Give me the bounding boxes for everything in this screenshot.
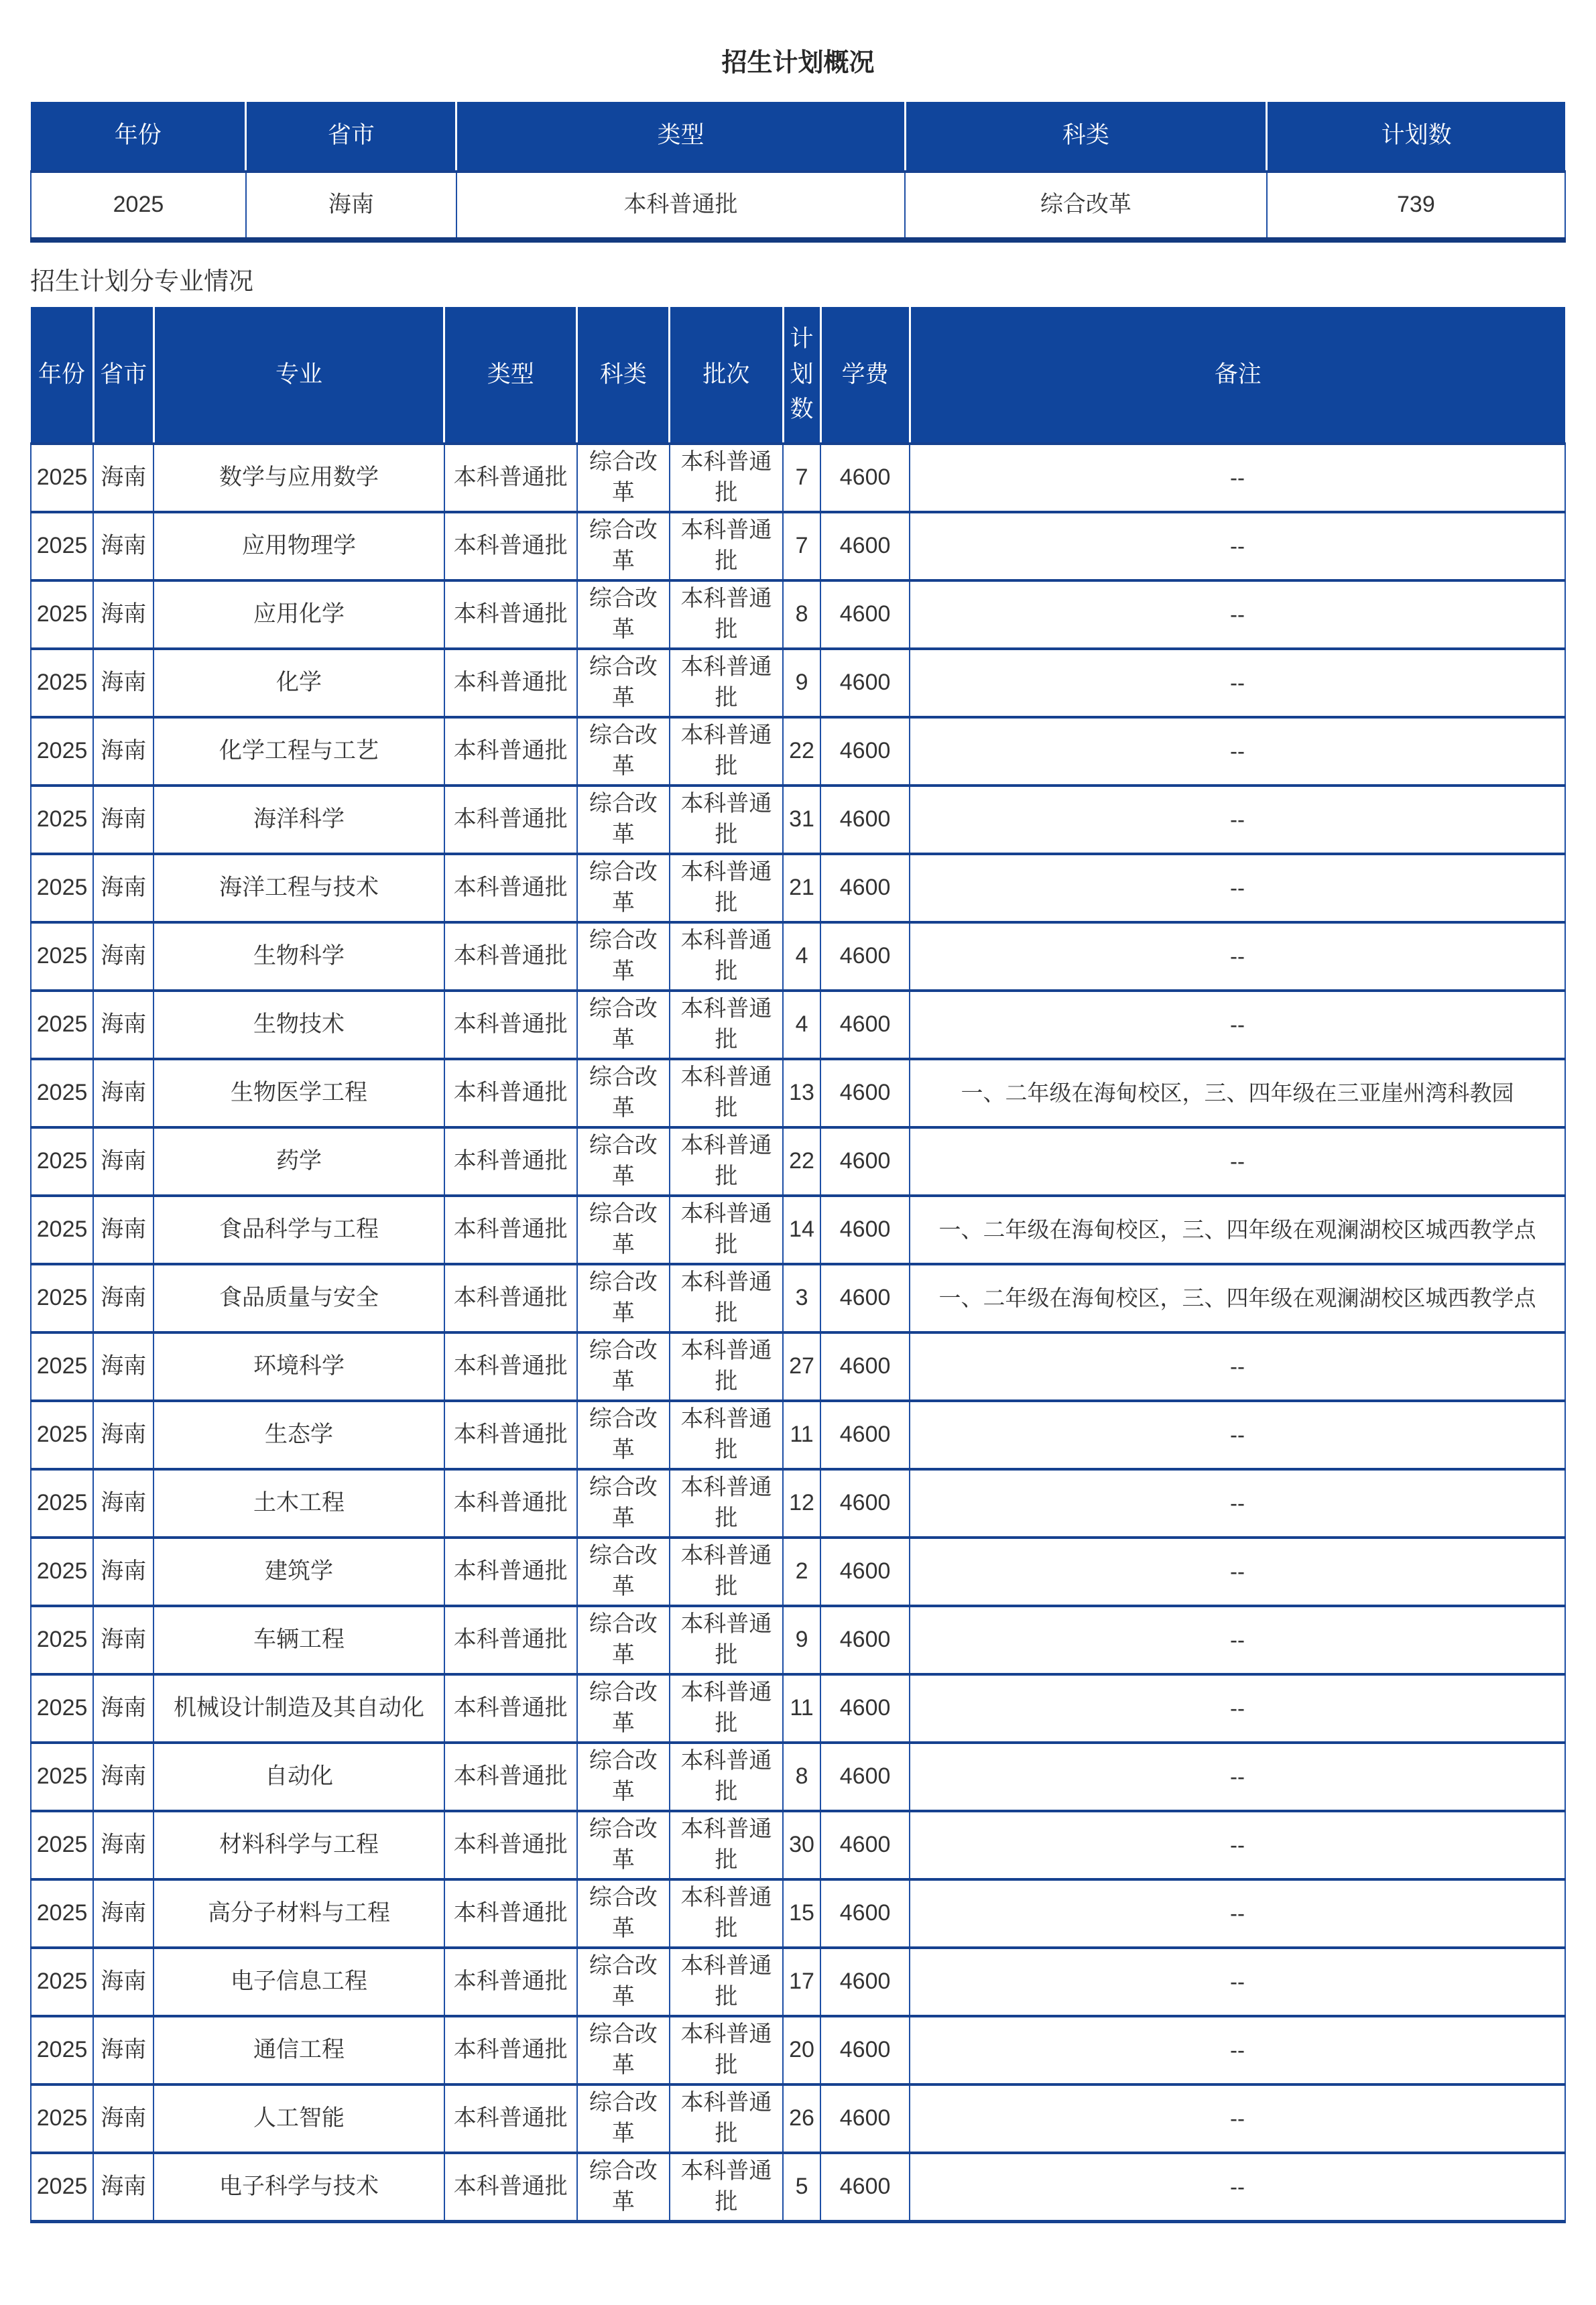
table-cell: 本科普通批 bbox=[670, 2084, 783, 2153]
table-cell: 综合改革 bbox=[577, 1538, 670, 1606]
table-cell: -- bbox=[910, 580, 1565, 649]
table-cell: 3 bbox=[783, 1264, 820, 1332]
table-cell: 2025 bbox=[31, 1127, 93, 1196]
table-row bbox=[31, 1879, 1565, 1948]
table-cell: 2025 bbox=[31, 717, 93, 786]
majors-table bbox=[30, 307, 1566, 2223]
table-cell: 11 bbox=[783, 1674, 820, 1743]
table-row bbox=[31, 1743, 1565, 1811]
table-row bbox=[31, 991, 1565, 1059]
table-cell: 海南 bbox=[93, 1743, 154, 1811]
table-cell: 2025 bbox=[31, 786, 93, 854]
table-cell: 2025 bbox=[31, 1948, 93, 2016]
table-cell: 海南 bbox=[93, 649, 154, 717]
table-cell: 车辆工程 bbox=[154, 1606, 444, 1674]
table-cell: 2025 bbox=[31, 1332, 93, 1401]
column-header: 年份 bbox=[31, 102, 246, 172]
table-row bbox=[31, 2016, 1565, 2084]
table-cell: 22 bbox=[783, 1127, 820, 1196]
table-cell: 本科普通批 bbox=[670, 649, 783, 717]
column-header: 计划数 bbox=[1267, 102, 1565, 172]
table-cell: 综合改革 bbox=[577, 2084, 670, 2153]
table-cell: 4600 bbox=[820, 1606, 910, 1674]
table-cell: 739 bbox=[1267, 172, 1565, 240]
table-cell: 4600 bbox=[820, 717, 910, 786]
column-header: 学费 bbox=[820, 307, 910, 444]
table-cell: 22 bbox=[783, 717, 820, 786]
table-cell: 11 bbox=[783, 1401, 820, 1469]
table-cell: 本科普通批 bbox=[444, 580, 577, 649]
table-cell: 海南 bbox=[93, 2084, 154, 2153]
table-cell: 化学工程与工艺 bbox=[154, 717, 444, 786]
table-row bbox=[31, 786, 1565, 854]
column-header: 省市 bbox=[246, 102, 456, 172]
table-cell: 4600 bbox=[820, 1674, 910, 1743]
table-cell: 海南 bbox=[93, 922, 154, 991]
table-cell: 本科普通批 bbox=[670, 922, 783, 991]
table-cell: 综合改革 bbox=[577, 1879, 670, 1948]
table-cell: 2025 bbox=[31, 649, 93, 717]
table-cell: 海南 bbox=[93, 1606, 154, 1674]
table-cell: 4600 bbox=[820, 1059, 910, 1127]
table-cell: 电子科学与技术 bbox=[154, 2153, 444, 2222]
table-cell: 环境科学 bbox=[154, 1332, 444, 1401]
table-cell: -- bbox=[910, 1811, 1565, 1879]
table-cell: 本科普通批 bbox=[670, 1606, 783, 1674]
table-cell: 4600 bbox=[820, 444, 910, 512]
table-cell: 海南 bbox=[93, 1264, 154, 1332]
table-cell: 4600 bbox=[820, 991, 910, 1059]
table-cell: -- bbox=[910, 717, 1565, 786]
table-cell: 13 bbox=[783, 1059, 820, 1127]
table-cell: 综合改革 bbox=[577, 1401, 670, 1469]
table-cell: 4600 bbox=[820, 1196, 910, 1264]
table-cell: 本科普通批 bbox=[670, 1948, 783, 2016]
table-cell: 2025 bbox=[31, 1538, 93, 1606]
table-cell: 2025 bbox=[31, 922, 93, 991]
table-cell: 2025 bbox=[31, 444, 93, 512]
table-cell: -- bbox=[910, 1743, 1565, 1811]
table-cell: 4600 bbox=[820, 1469, 910, 1538]
section-title: 招生计划分专业情况 bbox=[30, 267, 253, 295]
table-cell: 本科普通批 bbox=[444, 991, 577, 1059]
table-cell: 2025 bbox=[31, 1674, 93, 1743]
table-row bbox=[31, 649, 1565, 717]
table-header-row bbox=[31, 307, 1565, 444]
table-cell: 21 bbox=[783, 854, 820, 922]
table-row bbox=[31, 1127, 1565, 1196]
table-cell: 4600 bbox=[820, 1264, 910, 1332]
table-cell: 综合改革 bbox=[577, 1469, 670, 1538]
table-cell: 海南 bbox=[93, 2153, 154, 2222]
page-title: 招生计划概况 bbox=[721, 49, 875, 77]
summary-table-head bbox=[31, 102, 1565, 172]
table-cell: 本科普通批 bbox=[444, 1948, 577, 2016]
table-cell: 本科普通批 bbox=[670, 1538, 783, 1606]
table-cell: -- bbox=[910, 2153, 1565, 2222]
table-cell: 4 bbox=[783, 922, 820, 991]
table-cell: 2025 bbox=[31, 1811, 93, 1879]
table-cell: 本科普通批 bbox=[670, 1469, 783, 1538]
table-cell: 海南 bbox=[93, 1469, 154, 1538]
table-cell: 本科普通批 bbox=[444, 1606, 577, 1674]
table-row bbox=[31, 444, 1565, 512]
table-cell: 本科普通批 bbox=[444, 2084, 577, 2153]
table-cell: 综合改革 bbox=[577, 1264, 670, 1332]
table-cell: 综合改革 bbox=[577, 1811, 670, 1879]
table-cell: -- bbox=[910, 1332, 1565, 1401]
table-cell: 生态学 bbox=[154, 1401, 444, 1469]
table-cell: -- bbox=[910, 1674, 1565, 1743]
table-cell: 本科普通批 bbox=[670, 444, 783, 512]
table-cell: 31 bbox=[783, 786, 820, 854]
table-cell: 生物医学工程 bbox=[154, 1059, 444, 1127]
table-cell: 海南 bbox=[93, 1127, 154, 1196]
table-cell: 2025 bbox=[31, 1196, 93, 1264]
table-cell: -- bbox=[910, 922, 1565, 991]
table-cell: 自动化 bbox=[154, 1743, 444, 1811]
table-row bbox=[31, 717, 1565, 786]
table-cell: -- bbox=[910, 1401, 1565, 1469]
table-cell: 本科普通批 bbox=[444, 2016, 577, 2084]
table-cell: 本科普通批 bbox=[456, 172, 905, 240]
table-cell: 本科普通批 bbox=[444, 1538, 577, 1606]
majors-table-head bbox=[31, 307, 1565, 444]
table-cell: -- bbox=[910, 2084, 1565, 2153]
table-cell: 本科普通批 bbox=[670, 854, 783, 922]
table-cell: 2025 bbox=[31, 991, 93, 1059]
table-cell: 综合改革 bbox=[577, 512, 670, 580]
table-cell: 海南 bbox=[93, 1948, 154, 2016]
table-cell: -- bbox=[910, 444, 1565, 512]
table-cell: 4600 bbox=[820, 2153, 910, 2222]
table-cell: 本科普通批 bbox=[670, 1127, 783, 1196]
table-cell: -- bbox=[910, 1538, 1565, 1606]
table-cell: -- bbox=[910, 512, 1565, 580]
table-cell: 14 bbox=[783, 1196, 820, 1264]
enrollment-plan-page bbox=[0, 48, 1596, 2277]
table-cell: 一、二年级在海甸校区，三、四年级在观澜湖校区城西教学点 bbox=[910, 1264, 1565, 1332]
table-cell: 本科普通批 bbox=[670, 1059, 783, 1127]
table-cell: 生物技术 bbox=[154, 991, 444, 1059]
table-cell: 27 bbox=[783, 1332, 820, 1401]
table-cell: 2025 bbox=[31, 172, 246, 240]
table-row bbox=[31, 1606, 1565, 1674]
table-cell: 本科普通批 bbox=[444, 1743, 577, 1811]
table-cell: 2025 bbox=[31, 580, 93, 649]
column-header: 专业 bbox=[154, 307, 444, 444]
table-row bbox=[31, 2153, 1565, 2222]
table-cell: 综合改革 bbox=[577, 854, 670, 922]
column-header: 省市 bbox=[93, 307, 154, 444]
table-cell: -- bbox=[910, 2016, 1565, 2084]
table-cell: 本科普通批 bbox=[670, 2153, 783, 2222]
table-cell: 2025 bbox=[31, 1743, 93, 1811]
table-cell: 17 bbox=[783, 1948, 820, 2016]
table-cell: 海南 bbox=[93, 2016, 154, 2084]
table-cell: 本科普通批 bbox=[670, 786, 783, 854]
table-cell: 综合改革 bbox=[577, 786, 670, 854]
table-cell: 2025 bbox=[31, 2153, 93, 2222]
table-cell: 土木工程 bbox=[154, 1469, 444, 1538]
table-cell: 本科普通批 bbox=[444, 649, 577, 717]
table-cell: 4600 bbox=[820, 1332, 910, 1401]
table-cell: 7 bbox=[783, 444, 820, 512]
table-cell: 海南 bbox=[93, 1879, 154, 1948]
table-cell: -- bbox=[910, 1879, 1565, 1948]
table-cell: 30 bbox=[783, 1811, 820, 1879]
table-cell: 4600 bbox=[820, 854, 910, 922]
table-cell: 本科普通批 bbox=[444, 1674, 577, 1743]
table-cell: 8 bbox=[783, 1743, 820, 1811]
table-cell: 8 bbox=[783, 580, 820, 649]
table-cell: 2025 bbox=[31, 2016, 93, 2084]
table-cell: 海南 bbox=[93, 444, 154, 512]
table-row bbox=[31, 1811, 1565, 1879]
table-cell: 综合改革 bbox=[577, 1196, 670, 1264]
table-cell: 海南 bbox=[93, 717, 154, 786]
table-cell: 2025 bbox=[31, 1264, 93, 1332]
table-cell: 本科普通批 bbox=[670, 991, 783, 1059]
table-row bbox=[31, 854, 1565, 922]
table-cell: 综合改革 bbox=[577, 1059, 670, 1127]
table-cell: 4600 bbox=[820, 2016, 910, 2084]
table-row bbox=[31, 1332, 1565, 1401]
table-cell: 2025 bbox=[31, 1469, 93, 1538]
table-cell: 本科普通批 bbox=[444, 786, 577, 854]
table-cell: 海南 bbox=[93, 1401, 154, 1469]
table-cell: 9 bbox=[783, 1606, 820, 1674]
column-header: 科类 bbox=[577, 307, 670, 444]
table-cell: 4600 bbox=[820, 1948, 910, 2016]
table-cell: 本科普通批 bbox=[670, 2016, 783, 2084]
table-cell: 本科普通批 bbox=[444, 1401, 577, 1469]
table-cell: 机械设计制造及其自动化 bbox=[154, 1674, 444, 1743]
table-cell: 综合改革 bbox=[577, 2153, 670, 2222]
table-cell: 本科普通批 bbox=[444, 2153, 577, 2222]
table-cell: 综合改革 bbox=[577, 1332, 670, 1401]
table-cell: 生物科学 bbox=[154, 922, 444, 991]
table-cell: 2025 bbox=[31, 1059, 93, 1127]
table-cell: 本科普通批 bbox=[444, 1811, 577, 1879]
table-cell: 12 bbox=[783, 1469, 820, 1538]
column-header: 批次 bbox=[670, 307, 783, 444]
table-cell: 综合改革 bbox=[577, 580, 670, 649]
table-header-row bbox=[31, 102, 1565, 172]
table-cell: 7 bbox=[783, 512, 820, 580]
table-cell: 高分子材料与工程 bbox=[154, 1879, 444, 1948]
table-cell: 人工智能 bbox=[154, 2084, 444, 2153]
table-cell: 2025 bbox=[31, 1879, 93, 1948]
table-cell: 综合改革 bbox=[577, 649, 670, 717]
table-cell: -- bbox=[910, 991, 1565, 1059]
table-row bbox=[31, 512, 1565, 580]
table-cell: 食品质量与安全 bbox=[154, 1264, 444, 1332]
table-cell: 本科普通批 bbox=[670, 717, 783, 786]
table-cell: 4600 bbox=[820, 1401, 910, 1469]
table-row bbox=[31, 922, 1565, 991]
table-cell: 材料科学与工程 bbox=[154, 1811, 444, 1879]
table-row bbox=[31, 1196, 1565, 1264]
table-row bbox=[31, 1469, 1565, 1538]
table-cell: 建筑学 bbox=[154, 1538, 444, 1606]
table-cell: 4 bbox=[783, 991, 820, 1059]
table-cell: 综合改革 bbox=[577, 1674, 670, 1743]
table-cell: 本科普通批 bbox=[670, 1743, 783, 1811]
table-row bbox=[31, 1948, 1565, 2016]
table-cell: 4600 bbox=[820, 512, 910, 580]
table-cell: 海南 bbox=[93, 854, 154, 922]
table-cell: 综合改革 bbox=[577, 922, 670, 991]
summary-table-body bbox=[31, 172, 1565, 240]
column-header: 类型 bbox=[444, 307, 577, 444]
table-cell: 4600 bbox=[820, 580, 910, 649]
table-cell: 本科普通批 bbox=[444, 854, 577, 922]
table-cell: 本科普通批 bbox=[670, 1264, 783, 1332]
table-cell: 海南 bbox=[93, 1059, 154, 1127]
table-cell: 本科普通批 bbox=[670, 512, 783, 580]
table-cell: 4600 bbox=[820, 1743, 910, 1811]
column-header: 备注 bbox=[910, 307, 1565, 444]
table-cell: 本科普通批 bbox=[444, 512, 577, 580]
table-cell: 海南 bbox=[93, 1674, 154, 1743]
table-cell: 本科普通批 bbox=[670, 1674, 783, 1743]
summary-table bbox=[30, 102, 1566, 243]
table-cell: 海洋科学 bbox=[154, 786, 444, 854]
table-cell: 4600 bbox=[820, 786, 910, 854]
table-row bbox=[31, 2084, 1565, 2153]
table-cell: 5 bbox=[783, 2153, 820, 2222]
table-cell: 本科普通批 bbox=[444, 1332, 577, 1401]
table-cell: 4600 bbox=[820, 1879, 910, 1948]
table-cell: 本科普通批 bbox=[444, 1469, 577, 1538]
table-cell: 26 bbox=[783, 2084, 820, 2153]
table-cell: -- bbox=[910, 786, 1565, 854]
table-cell: -- bbox=[910, 1469, 1565, 1538]
table-cell: 4600 bbox=[820, 649, 910, 717]
table-cell: 2025 bbox=[31, 1606, 93, 1674]
table-cell: 药学 bbox=[154, 1127, 444, 1196]
table-cell: -- bbox=[910, 1948, 1565, 2016]
table-cell: 本科普通批 bbox=[444, 1059, 577, 1127]
table-cell: 电子信息工程 bbox=[154, 1948, 444, 2016]
table-cell: 数学与应用数学 bbox=[154, 444, 444, 512]
table-cell: 综合改革 bbox=[577, 1127, 670, 1196]
table-cell: 综合改革 bbox=[577, 444, 670, 512]
table-cell: 本科普通批 bbox=[670, 1401, 783, 1469]
table-cell: 一、二年级在海甸校区，三、四年级在三亚崖州湾科教园 bbox=[910, 1059, 1565, 1127]
table-cell: 海南 bbox=[93, 512, 154, 580]
table-cell: 20 bbox=[783, 2016, 820, 2084]
table-cell: -- bbox=[910, 649, 1565, 717]
table-cell: 4600 bbox=[820, 1538, 910, 1606]
table-cell: -- bbox=[910, 1127, 1565, 1196]
table-cell: 海南 bbox=[93, 991, 154, 1059]
table-cell: 海南 bbox=[93, 1196, 154, 1264]
table-cell: 综合改革 bbox=[577, 991, 670, 1059]
table-cell: 应用物理学 bbox=[154, 512, 444, 580]
table-cell: 4600 bbox=[820, 1127, 910, 1196]
table-cell: 2025 bbox=[31, 512, 93, 580]
table-cell: 海南 bbox=[93, 1332, 154, 1401]
table-cell: 本科普通批 bbox=[444, 1196, 577, 1264]
table-cell: 15 bbox=[783, 1879, 820, 1948]
table-row bbox=[31, 1401, 1565, 1469]
table-cell: 海南 bbox=[93, 580, 154, 649]
table-cell: 海南 bbox=[246, 172, 456, 240]
table-cell: 海南 bbox=[93, 1811, 154, 1879]
table-cell: 综合改革 bbox=[577, 717, 670, 786]
table-cell: 化学 bbox=[154, 649, 444, 717]
column-header: 计划数 bbox=[783, 307, 820, 444]
table-cell: 本科普通批 bbox=[670, 580, 783, 649]
table-cell: 一、二年级在海甸校区，三、四年级在观澜湖校区城西教学点 bbox=[910, 1196, 1565, 1264]
table-cell: 2 bbox=[783, 1538, 820, 1606]
table-cell: -- bbox=[910, 1606, 1565, 1674]
table-cell: 海南 bbox=[93, 1538, 154, 1606]
table-cell: 9 bbox=[783, 649, 820, 717]
table-cell: 本科普通批 bbox=[670, 1196, 783, 1264]
column-header: 年份 bbox=[31, 307, 93, 444]
table-cell: 4600 bbox=[820, 2084, 910, 2153]
table-row bbox=[31, 1674, 1565, 1743]
column-header: 类型 bbox=[456, 102, 905, 172]
table-cell: 通信工程 bbox=[154, 2016, 444, 2084]
table-cell: 综合改革 bbox=[577, 1948, 670, 2016]
table-cell: 2025 bbox=[31, 1401, 93, 1469]
table-row bbox=[31, 172, 1565, 240]
column-header: 科类 bbox=[905, 102, 1267, 172]
majors-table-body bbox=[31, 444, 1565, 2222]
table-row bbox=[31, 580, 1565, 649]
table-cell: 应用化学 bbox=[154, 580, 444, 649]
table-row bbox=[31, 1264, 1565, 1332]
table-row bbox=[31, 1059, 1565, 1127]
table-cell: 本科普通批 bbox=[670, 1332, 783, 1401]
table-cell: -- bbox=[910, 854, 1565, 922]
table-cell: 本科普通批 bbox=[670, 1879, 783, 1948]
table-cell: 2025 bbox=[31, 2084, 93, 2153]
table-cell: 本科普通批 bbox=[444, 1879, 577, 1948]
table-cell: 综合改革 bbox=[905, 172, 1267, 240]
table-cell: 食品科学与工程 bbox=[154, 1196, 444, 1264]
table-cell: 2025 bbox=[31, 854, 93, 922]
table-cell: 本科普通批 bbox=[444, 1127, 577, 1196]
table-cell: 本科普通批 bbox=[670, 1811, 783, 1879]
table-cell: 综合改革 bbox=[577, 1743, 670, 1811]
table-cell: 本科普通批 bbox=[444, 444, 577, 512]
table-cell: 本科普通批 bbox=[444, 717, 577, 786]
table-cell: 综合改革 bbox=[577, 2016, 670, 2084]
table-cell: 本科普通批 bbox=[444, 1264, 577, 1332]
table-cell: 4600 bbox=[820, 1811, 910, 1879]
table-row bbox=[31, 1538, 1565, 1606]
table-cell: 综合改革 bbox=[577, 1606, 670, 1674]
table-cell: 本科普通批 bbox=[444, 922, 577, 991]
table-cell: 海洋工程与技术 bbox=[154, 854, 444, 922]
table-cell: 4600 bbox=[820, 922, 910, 991]
table-cell: 海南 bbox=[93, 786, 154, 854]
